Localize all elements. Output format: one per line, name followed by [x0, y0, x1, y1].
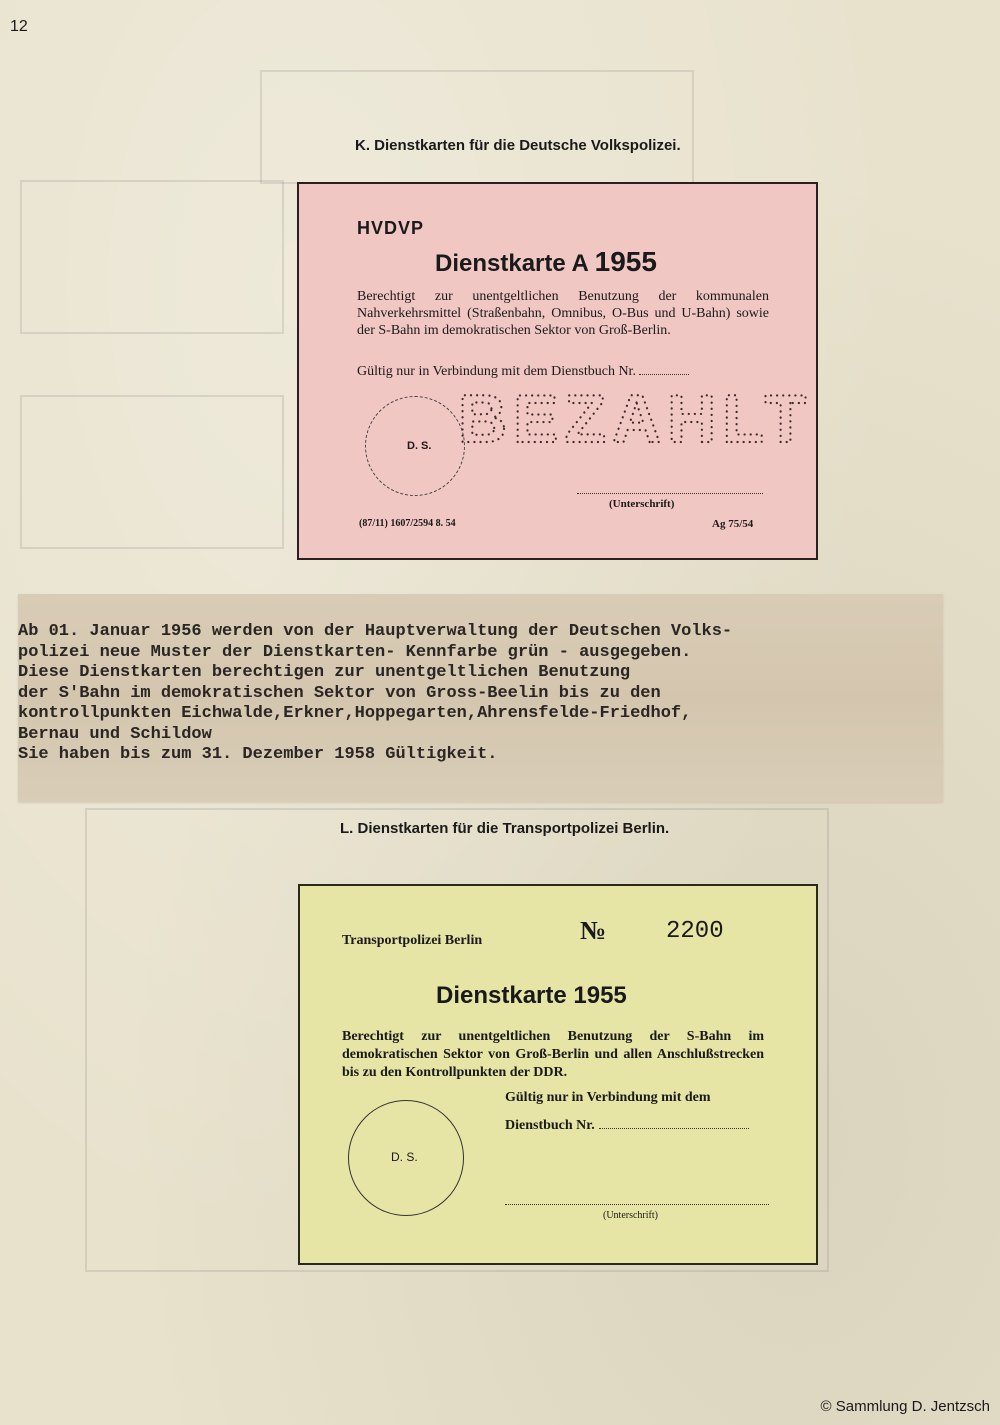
card-l-body: Berechtigt zur unentgeltlichen Benutzung der S-Bahn im demokratischen Sektor von Groß-Berlin und allen Anschlußstrecken bis zu den Kontrollpunkten der DDR. [342, 1029, 764, 1080]
card-l-seal-label: D. S. [391, 1150, 418, 1164]
showthrough-box [260, 70, 694, 184]
card-k-title-text: Dienstkarte A [435, 250, 588, 277]
note-line: Sie haben bis zum 31. Dezember 1958 Gültigkeit. [18, 745, 498, 764]
card-k-year: 1955 [594, 246, 657, 277]
card-l-signature-label: (Unterschrift) [603, 1210, 658, 1221]
note-line: Bernau und Schildow [18, 724, 212, 744]
card-k-print-code: (87/11) 1607/2594 8. 54 [359, 518, 456, 529]
card-k-number-blank [639, 374, 689, 375]
note-line: Diese Dienstkarten berechtigen zur unentgeltlichen Benutzung [18, 663, 631, 682]
card-k-seal-label: D. S. [407, 440, 432, 452]
card-k-signature-label: (Unterschrift) [609, 498, 675, 510]
note-line: kontrollpunkten Eichwalde,Erkner,Hoppegarten,Ahrensfelde-Friedhof, [18, 704, 692, 723]
showthrough-box [20, 395, 284, 549]
page-number: 12 [10, 18, 28, 35]
card-l-valid-line2 [505, 1118, 749, 1134]
bezahlt-perforation-stamp [454, 381, 813, 457]
card-k-signature-line [577, 493, 763, 494]
card-k-org: HVDVP [357, 218, 425, 238]
card-l-valid-line1: Gültig nur in Verbindung mit dem [505, 1090, 711, 1105]
dienstkarte-hvdvp-card [297, 182, 818, 560]
card-l-number-blank [599, 1128, 749, 1129]
card-l-signature-line [505, 1204, 769, 1205]
note-line: polizei neue Muster der Dienstkarten- Kennfarbe grün - ausgegeben. [18, 642, 692, 662]
card-k-valid-line [357, 364, 689, 380]
card-l-org: Transportpolizei Berlin [342, 933, 483, 948]
stamp-text: BEZAHLT [458, 381, 813, 457]
card-l-number-sign: № [580, 916, 607, 945]
card-l-title: Dienstkarte 1955 [436, 982, 627, 1009]
card-l-number: 2200 [666, 918, 724, 945]
section-l-heading: L. Dienstkarten für die Transportpolizei Berlin. [340, 820, 670, 837]
card-k-ag-code: Ag 75/54 [712, 518, 754, 530]
card-k-valid-text: Gültig nur in Verbindung mit dem Dienstbuch Nr. [357, 364, 636, 379]
typed-note-text [18, 622, 732, 766]
showthrough-box [20, 180, 284, 334]
note-line: der S'Bahn im demokratischen Sektor von Gross-Beelin bis zu den [18, 683, 661, 703]
copyright-notice: © Sammlung D. Jentzsch [820, 1398, 990, 1415]
dienstkarte-transportpolizei-card [298, 884, 818, 1265]
section-k-heading: K. Dienstkarten für die Deutsche Volkspolizei. [355, 137, 681, 154]
card-k-title [435, 246, 657, 278]
note-line: Ab 01. Januar 1956 werden von der Hauptverwaltung der Deutschen Volks- [18, 622, 733, 641]
card-k-body: Berechtigt zur unentgeltlichen Benutzung der kommunalen Nahverkehrsmittel (Straßenbahn, Omnibus, O-Bus und U-Bahn) sowie der S-Bahn im demokratischen Sektor von Groß-Berlin. [357, 289, 769, 338]
card-l-valid-text: Dienstbuch Nr. [505, 1118, 595, 1133]
typed-note-strip [18, 594, 943, 802]
